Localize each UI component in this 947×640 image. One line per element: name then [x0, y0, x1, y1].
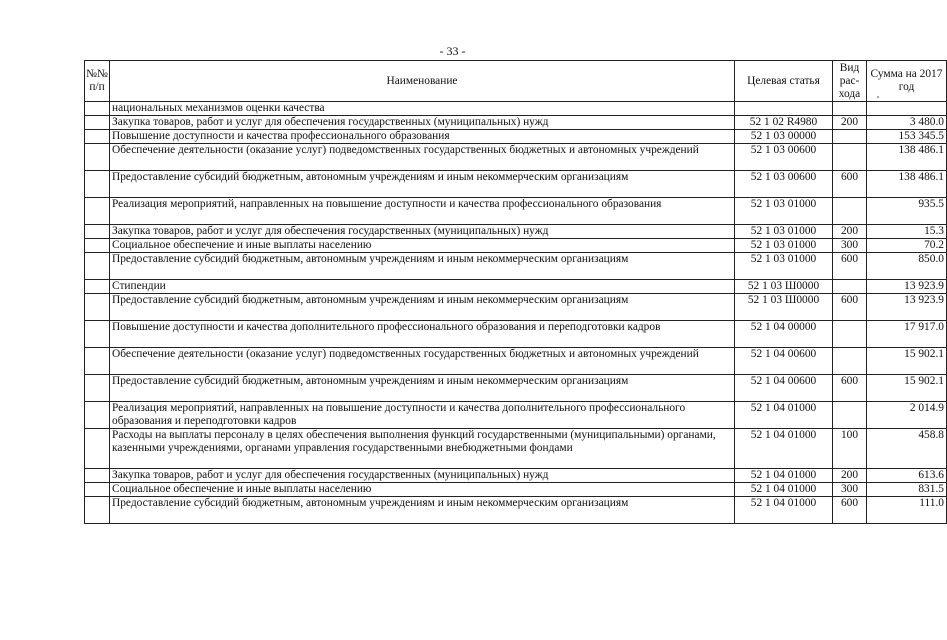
page-number: - 33 -	[439, 44, 466, 58]
cell-code: 52 1 03 00000	[735, 130, 833, 144]
cell-code: 52 1 03 01000	[735, 225, 833, 239]
cell-code: 52 1 02 R4980	[735, 116, 833, 130]
cell-type: 300	[833, 483, 867, 497]
cell-code: 52 1 03 01000	[735, 198, 833, 225]
table-row	[85, 483, 947, 497]
cell-type	[833, 102, 867, 116]
cell-name: Обеспечение деятельности (оказание услуг) подведомственных государственных бюджетных и автономных учреждений	[110, 348, 735, 375]
cell-name: Закупка товаров, работ и услуг для обеспечения государственных (муниципальных) нужд	[110, 469, 735, 483]
cell-sum: 70.2	[867, 239, 947, 253]
table-row	[85, 102, 947, 116]
cell-type	[833, 144, 867, 171]
cell-sum: 2 014.9	[867, 402, 947, 429]
cell-num	[85, 429, 110, 469]
cell-type: 600	[833, 253, 867, 280]
cell-type: 200	[833, 225, 867, 239]
cell-num	[85, 116, 110, 130]
cell-type: 600	[833, 375, 867, 402]
cell-code: 52 1 04 01000	[735, 483, 833, 497]
cell-type	[833, 321, 867, 348]
cell-sum: 935.5	[867, 198, 947, 225]
table-row	[85, 469, 947, 483]
table-row	[85, 253, 947, 280]
table-row	[85, 402, 947, 429]
table-row	[85, 116, 947, 130]
cell-name: Закупка товаров, работ и услуг для обеспечения государственных (муниципальных) нужд	[110, 116, 735, 130]
cell-sum: 138 486.1	[867, 144, 947, 171]
cell-name: Реализация мероприятий, направленных на повышение доступности и качества профессионального образования	[110, 198, 735, 225]
cell-type: 200	[833, 116, 867, 130]
table-row	[85, 375, 947, 402]
cell-sum: 13 923.9	[867, 280, 947, 294]
cell-code: 52 1 04 01000	[735, 402, 833, 429]
cell-name: Повышение доступности и качества дополнительного профессионального образования и переподготовки кадров	[110, 321, 735, 348]
header-sum: Сумма на 2017 год	[867, 61, 947, 102]
cell-type: 300	[833, 239, 867, 253]
cell-sum: 111.0	[867, 497, 947, 524]
cell-name: Расходы на выплаты персоналу в целях обеспечения выполнения функций государственными (муниципальными) органами, казенными учреждениями, органами управления государственными внебюджетными фондами	[110, 429, 735, 469]
cell-type: 600	[833, 497, 867, 524]
cell-code: 52 1 04 00600	[735, 348, 833, 375]
cell-name: Стипендии	[110, 280, 735, 294]
cell-type: 600	[833, 171, 867, 198]
table-row	[85, 321, 947, 348]
cell-num	[85, 130, 110, 144]
cell-type	[833, 130, 867, 144]
header-type: Вид рас-хода	[833, 61, 867, 102]
cell-num	[85, 348, 110, 375]
cell-num	[85, 483, 110, 497]
table-row	[85, 144, 947, 171]
cell-name: Социальное обеспечение и иные выплаты населению	[110, 239, 735, 253]
cell-type: 200	[833, 469, 867, 483]
cell-sum: 613.6	[867, 469, 947, 483]
cell-code: 52 1 03 01000	[735, 239, 833, 253]
cell-num	[85, 102, 110, 116]
cell-name: Предоставление субсидий бюджетным, автономным учреждениям и иным некоммерческим организациям	[110, 294, 735, 321]
cell-code: 52 1 04 00000	[735, 321, 833, 348]
cell-type: 100	[833, 429, 867, 469]
cell-code: 52 1 03 00600	[735, 144, 833, 171]
cell-code: 52 1 03 Ш0000	[735, 280, 833, 294]
table-row	[85, 280, 947, 294]
table-row	[85, 239, 947, 253]
cell-type	[833, 198, 867, 225]
cell-sum: 15 902.1	[867, 348, 947, 375]
cell-sum: 15.3	[867, 225, 947, 239]
cell-type: 600	[833, 294, 867, 321]
cell-sum: 458.8	[867, 429, 947, 469]
cell-sum: 15 902.1	[867, 375, 947, 402]
scan-dot	[877, 96, 879, 98]
cell-num	[85, 294, 110, 321]
cell-type	[833, 402, 867, 429]
table-row	[85, 429, 947, 469]
cell-sum: 153 345.5	[867, 130, 947, 144]
cell-code: 52 1 03 01000	[735, 253, 833, 280]
cell-code: 52 1 04 01000	[735, 429, 833, 469]
cell-num	[85, 375, 110, 402]
budget-table	[84, 60, 947, 524]
header-name: Наименование	[110, 61, 735, 102]
cell-name: Предоставление субсидий бюджетным, автономным учреждениям и иным некоммерческим организациям	[110, 253, 735, 280]
table-row	[85, 130, 947, 144]
header-code: Целевая статья	[735, 61, 833, 102]
table-body	[85, 102, 947, 524]
cell-sum: 138 486.1	[867, 171, 947, 198]
table-row	[85, 348, 947, 375]
cell-name: Предоставление субсидий бюджетным, автономным учреждениям и иным некоммерческим организациям	[110, 497, 735, 524]
cell-type	[833, 280, 867, 294]
cell-name: Предоставление субсидий бюджетным, автономным учреждениям и иным некоммерческим организациям	[110, 171, 735, 198]
table-row	[85, 171, 947, 198]
cell-num	[85, 497, 110, 524]
header-num: №№ п/п	[85, 61, 110, 102]
cell-code: 52 1 04 01000	[735, 497, 833, 524]
table-row	[85, 294, 947, 321]
cell-code: 52 1 04 00600	[735, 375, 833, 402]
cell-num	[85, 225, 110, 239]
cell-code: 52 1 03 Ш0000	[735, 294, 833, 321]
cell-num	[85, 144, 110, 171]
cell-code: 52 1 03 00600	[735, 171, 833, 198]
table-row	[85, 497, 947, 524]
cell-sum	[867, 102, 947, 116]
cell-name: Повышение доступности и качества профессионального образования	[110, 130, 735, 144]
cell-code	[735, 102, 833, 116]
table-header-row	[85, 61, 947, 102]
cell-type	[833, 348, 867, 375]
cell-name: Обеспечение деятельности (оказание услуг) подведомственных государственных бюджетных и автономных учреждений	[110, 144, 735, 171]
table-row	[85, 198, 947, 225]
cell-sum: 13 923.9	[867, 294, 947, 321]
cell-sum: 831.5	[867, 483, 947, 497]
cell-name: национальных механизмов оценки качества	[110, 102, 735, 116]
cell-num	[85, 280, 110, 294]
cell-num	[85, 469, 110, 483]
cell-num	[85, 402, 110, 429]
cell-name: Закупка товаров, работ и услуг для обеспечения государственных (муниципальных) нужд	[110, 225, 735, 239]
cell-num	[85, 321, 110, 348]
cell-num	[85, 239, 110, 253]
cell-num	[85, 198, 110, 225]
cell-num	[85, 253, 110, 280]
cell-sum: 17 917.0	[867, 321, 947, 348]
cell-sum: 850.0	[867, 253, 947, 280]
cell-code: 52 1 04 01000	[735, 469, 833, 483]
cell-sum: 3 480.0	[867, 116, 947, 130]
cell-name: Реализация мероприятий, направленных на повышение доступности и качества дополнительного профессионального образования и переподготовки кадров	[110, 402, 735, 429]
cell-num	[85, 171, 110, 198]
cell-name: Социальное обеспечение и иные выплаты населению	[110, 483, 735, 497]
table-row	[85, 225, 947, 239]
cell-name: Предоставление субсидий бюджетным, автономным учреждениям и иным некоммерческим организациям	[110, 375, 735, 402]
